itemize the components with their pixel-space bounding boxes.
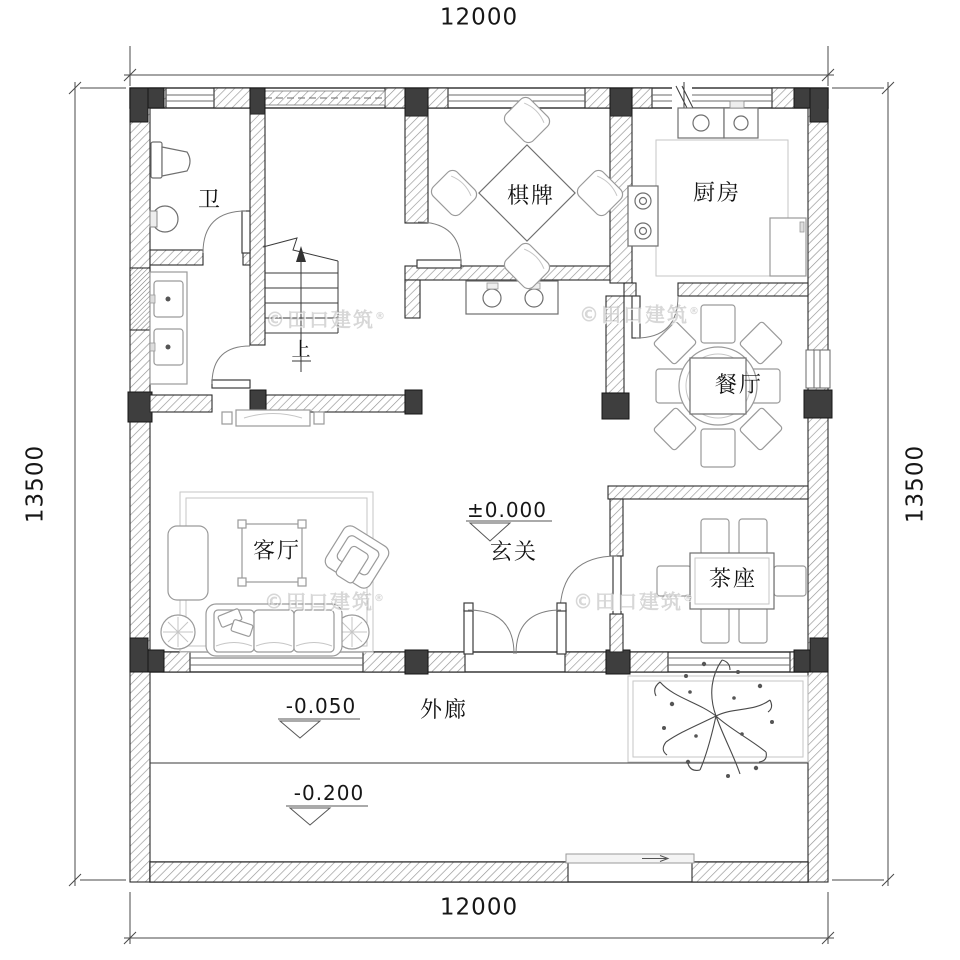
room-label-tea: 茶座 (708, 567, 758, 592)
counter-sink-icon (525, 289, 543, 307)
chair-icon (739, 607, 767, 643)
watermark-text: ©田口建筑 (265, 307, 375, 332)
dimension-right: 13500 (902, 444, 929, 524)
watermark (573, 586, 695, 615)
dimension-bottom: 12000 (439, 894, 519, 921)
armchair-icon (321, 523, 392, 593)
watermark-text: ©田口建筑 (573, 589, 683, 614)
level-terrace: -0.200 (293, 781, 365, 805)
stair-up-arrow (296, 246, 306, 262)
toilet-icon (162, 147, 190, 176)
chair-icon (701, 607, 729, 643)
living-room-set (161, 410, 392, 656)
watermark-text: ©田口建筑 (579, 302, 689, 327)
level-veranda: -0.050 (285, 694, 357, 718)
tree-icon (655, 660, 774, 778)
dimension-left: 13500 (22, 444, 49, 524)
chair-icon (701, 519, 729, 555)
watermark-registered: ® (375, 310, 387, 322)
planter-tree (628, 660, 808, 778)
room-label-bathroom: 卫 (197, 188, 223, 213)
level-foyer: ±0.000 (466, 498, 548, 522)
chair-icon (429, 168, 480, 219)
dimension-top: 12000 (439, 4, 519, 31)
chair-icon (701, 429, 735, 467)
room-label-kitchen: 厨房 (692, 181, 742, 206)
chair-icon (701, 305, 735, 343)
room-label-living: 客厅 (252, 539, 302, 564)
chair-icon (774, 566, 806, 596)
watermark-registered: ® (689, 305, 701, 317)
watermark-text: ©田口建筑 (264, 589, 374, 614)
bathroom-fixtures (150, 142, 190, 232)
stairs-up-label: 上 (291, 338, 313, 361)
room-label-dining: 餐厅 (714, 373, 764, 398)
watermark (264, 586, 386, 615)
watermark (265, 304, 387, 333)
room-label-veranda: 外廊 (419, 698, 469, 723)
chair-icon (739, 519, 767, 555)
toilet-icon (151, 142, 162, 178)
counter-sink-icon (483, 289, 501, 307)
room-label-foyer: 玄关 (489, 540, 539, 565)
foyer-counter (466, 281, 558, 314)
watermark (579, 299, 701, 328)
cabinet-icon (168, 526, 208, 600)
room-label-chess: 棋牌 (506, 184, 556, 209)
watermark-registered: ® (683, 592, 695, 604)
wash-basin-counter (150, 272, 187, 384)
watermark-registered: ® (374, 592, 386, 604)
tv-stand-icon (236, 410, 310, 426)
